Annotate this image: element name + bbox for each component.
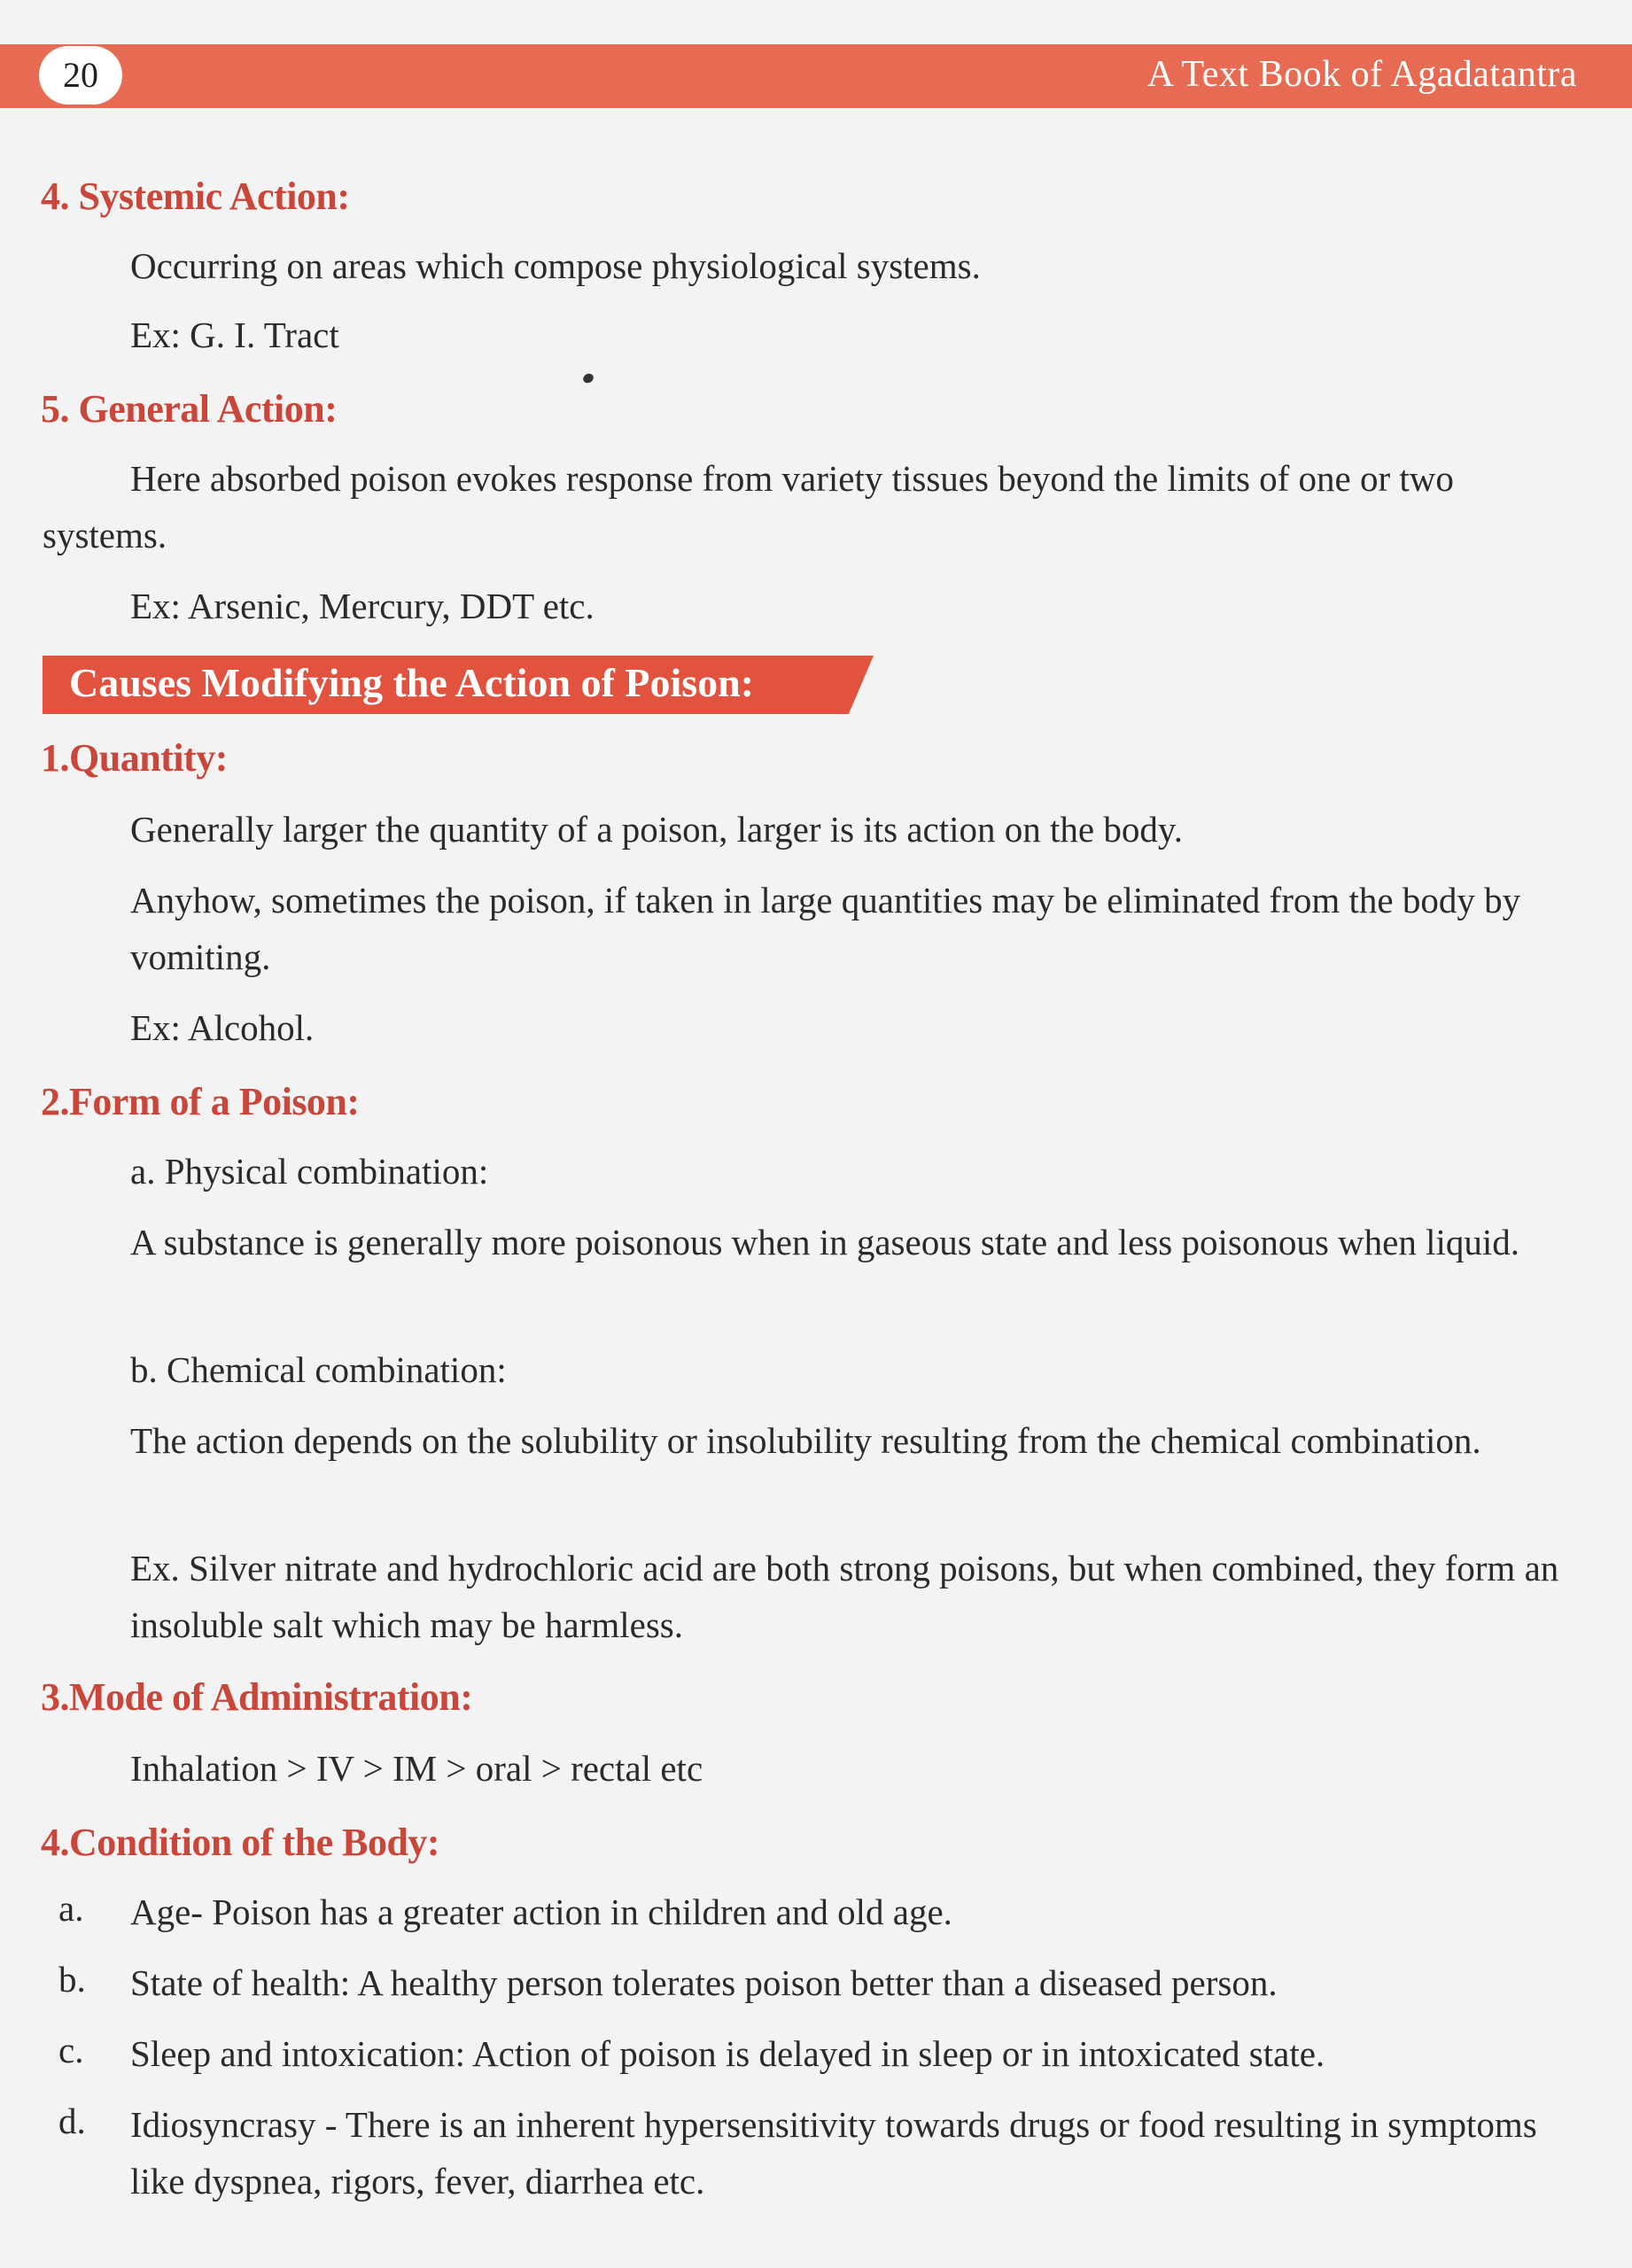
list-item: Sleep and intoxication: Action of poison is delayed in sleep or in intoxicated state.: [130, 2033, 1325, 2074]
ink-speck: [581, 372, 595, 385]
general-action-heading: 5. General Action:: [41, 387, 338, 431]
physical-combination-label: a. Physical combination:: [130, 1151, 489, 1192]
systemic-action-heading: 4. Systemic Action:: [41, 175, 350, 218]
page-number: 20: [39, 46, 122, 105]
quantity-text-1: Generally larger the quantity of a poison, larger is its action on the body.: [130, 809, 1183, 850]
condition-heading: 4.Condition of the Body:: [41, 1821, 440, 1864]
form-heading: 2.Form of a Poison:: [41, 1080, 360, 1123]
mode-heading: 3.Mode of Administration:: [41, 1675, 473, 1719]
list-item-letter: b.: [58, 1959, 86, 2000]
physical-combination-text: A substance is generally more poisonous when in gaseous state and less poisonous when liquid.: [130, 1222, 1520, 1262]
quantity-heading: 1.Quantity:: [41, 736, 228, 780]
quantity-example: Ex: Alcohol.: [130, 1007, 315, 1048]
list-item: Idiosyncrasy - There is an inherent hypersensitivity towards drugs or food resulting in symptoms like dyspnea, rigors, fever, diarrhea etc.: [130, 2104, 1537, 2202]
list-item: State of health: A healthy person tolerates poison better than a diseased person.: [130, 1962, 1278, 2003]
systemic-action-text: Occurring on areas which compose physiological systems.: [130, 245, 981, 286]
general-action-text: Here absorbed poison evokes response from variety tissues beyond the limits of one or two systems.: [43, 458, 1454, 555]
quantity-text-2: Anyhow, sometimes the poison, if taken in large quantities may be eliminated from the body by vomiting.: [130, 880, 1521, 977]
causes-banner-title: Causes Modifying the Action of Poison:: [69, 660, 755, 705]
book-title: A Text Book of Agadatantra: [1146, 54, 1577, 95]
chemical-combination-label: b. Chemical combination:: [130, 1349, 507, 1390]
list-item-letter: c.: [58, 2030, 84, 2070]
systemic-action-example: Ex: G. I. Tract: [130, 315, 339, 355]
chemical-combination-text: The action depends on the solubility or insolubility resulting from the chemical combination.: [130, 1420, 1481, 1461]
mode-text: Inhalation > IV > IM > oral > rectal etc: [130, 1748, 703, 1789]
general-action-example: Ex: Arsenic, Mercury, DDT etc.: [130, 586, 595, 626]
list-item-letter: a.: [58, 1888, 84, 1929]
list-item-letter: d.: [58, 2101, 86, 2141]
list-item: Age- Poison has a greater action in children and old age.: [130, 1891, 952, 1932]
form-example: Ex. Silver nitrate and hydrochloric acid are both strong poisons, but when combined, they form an insoluble salt which may be harmless.: [130, 1548, 1559, 1645]
